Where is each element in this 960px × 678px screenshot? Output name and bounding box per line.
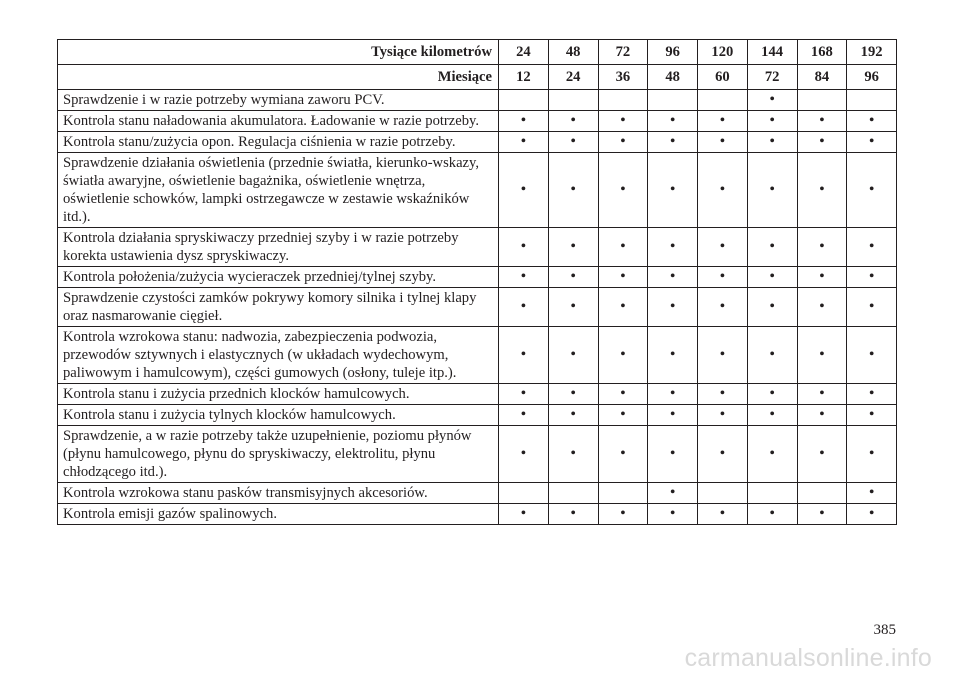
km-header-cell: 120 [698, 40, 748, 65]
task-description: Kontrola emisji gazów spalinowych. [58, 504, 499, 525]
service-bullet: • [847, 426, 897, 483]
service-bullet: • [598, 504, 648, 525]
km-header-cell: 192 [847, 40, 897, 65]
service-bullet: • [648, 405, 698, 426]
watermark-text: carmanualsonline.info [684, 644, 932, 672]
service-bullet: • [648, 384, 698, 405]
task-description: Kontrola wzrokowa stanu pasków transmisyjnych akcesoriów. [58, 483, 499, 504]
service-bullet: • [847, 228, 897, 267]
service-bullet: • [648, 267, 698, 288]
table-row [58, 111, 897, 132]
task-description: Kontrola stanu i zużycia tylnych klocków hamulcowych. [58, 405, 499, 426]
service-bullet: • [598, 132, 648, 153]
task-description: Sprawdzenie, a w razie potrzeby także uzupełnienie, poziomu płynów (płynu hamulcowego, płynu do spryskiwaczy, elektrolitu, płynu chłodzącego itd.). [58, 426, 499, 483]
service-bullet: • [499, 111, 549, 132]
service-bullet: • [598, 153, 648, 228]
service-bullet: • [548, 327, 598, 384]
task-description: Sprawdzenie czystości zamków pokrywy komory silnika i tylnej klapy oraz nasmarowanie cięgieł. [58, 288, 499, 327]
service-bullet: • [548, 132, 598, 153]
service-bullet: • [598, 405, 648, 426]
months-header-cell: 84 [797, 65, 847, 90]
service-bullet: • [499, 153, 549, 228]
service-bullet: • [797, 132, 847, 153]
service-bullet: • [747, 111, 797, 132]
service-bullet: • [797, 504, 847, 525]
table-row [58, 483, 897, 504]
service-bullet: • [648, 111, 698, 132]
km-header-cell: 168 [797, 40, 847, 65]
service-bullet: • [499, 426, 549, 483]
service-bullet: • [847, 384, 897, 405]
service-bullet: • [747, 327, 797, 384]
service-bullet: • [548, 504, 598, 525]
service-bullet: • [747, 153, 797, 228]
empty-cell [698, 483, 748, 504]
service-bullet: • [499, 228, 549, 267]
km-header-cell: 48 [548, 40, 598, 65]
service-bullet: • [747, 132, 797, 153]
table-row [58, 153, 897, 228]
service-bullet: • [598, 426, 648, 483]
service-bullet: • [698, 327, 748, 384]
service-bullet: • [797, 267, 847, 288]
empty-cell [598, 90, 648, 111]
service-bullet: • [698, 111, 748, 132]
service-bullet: • [548, 267, 598, 288]
empty-cell [747, 483, 797, 504]
empty-cell [548, 90, 598, 111]
service-bullet: • [797, 426, 847, 483]
service-bullet: • [698, 132, 748, 153]
service-bullet: • [648, 132, 698, 153]
service-bullet: • [797, 228, 847, 267]
task-description: Kontrola działania spryskiwaczy przedniej szyby i w razie potrzeby korekta ustawienia dysz spryskiwaczy. [58, 228, 499, 267]
months-header-cell: 96 [847, 65, 897, 90]
header-row-months [58, 65, 897, 90]
service-bullet: • [747, 426, 797, 483]
service-bullet: • [747, 90, 797, 111]
task-description: Sprawdzenie i w razie potrzeby wymiana zaworu PCV. [58, 90, 499, 111]
km-header-label: Tysiące kilometrów [58, 40, 499, 65]
months-header-cell: 72 [747, 65, 797, 90]
empty-cell [499, 90, 549, 111]
months-header-cell: 24 [548, 65, 598, 90]
service-bullet: • [797, 384, 847, 405]
service-bullet: • [648, 483, 698, 504]
task-description: Kontrola stanu naładowania akumulatora. Ładowanie w razie potrzeby. [58, 111, 499, 132]
service-bullet: • [698, 153, 748, 228]
service-bullet: • [698, 288, 748, 327]
service-bullet: • [598, 267, 648, 288]
task-description: Kontrola położenia/zużycia wycieraczek przedniej/tylnej szyby. [58, 267, 499, 288]
task-description: Sprawdzenie działania oświetlenia (przednie światła, kierunko-wskazy, światła awaryjne, oświetlenie bagażnika, oświetlenie wnętrza, oświetlenie schowków, lampki ostrzegawcze w zestawie wskaźników itd.). [58, 153, 499, 228]
service-bullet: • [797, 327, 847, 384]
service-bullet: • [598, 288, 648, 327]
service-bullet: • [499, 267, 549, 288]
service-bullet: • [648, 228, 698, 267]
empty-cell [847, 90, 897, 111]
service-bullet: • [548, 288, 598, 327]
service-bullet: • [548, 111, 598, 132]
table-row [58, 405, 897, 426]
task-description: Kontrola stanu/zużycia opon. Regulacja ciśnienia w razie potrzeby. [58, 132, 499, 153]
service-bullet: • [847, 405, 897, 426]
empty-cell [598, 483, 648, 504]
empty-cell [499, 483, 549, 504]
page-number: 385 [873, 622, 896, 638]
service-bullet: • [698, 228, 748, 267]
table-row [58, 384, 897, 405]
months-header-cell: 36 [598, 65, 648, 90]
service-bullet: • [648, 327, 698, 384]
table-row [58, 132, 897, 153]
table-row [58, 504, 897, 525]
service-bullet: • [548, 228, 598, 267]
months-header-cell: 60 [698, 65, 748, 90]
service-bullet: • [847, 267, 897, 288]
km-header-cell: 24 [499, 40, 549, 65]
empty-cell [648, 90, 698, 111]
maintenance-schedule-table [57, 39, 897, 525]
service-bullet: • [598, 327, 648, 384]
service-bullet: • [548, 384, 598, 405]
service-bullet: • [698, 384, 748, 405]
km-header-cell: 144 [747, 40, 797, 65]
service-bullet: • [797, 153, 847, 228]
empty-cell [797, 483, 847, 504]
km-header-cell: 96 [648, 40, 698, 65]
service-bullet: • [499, 405, 549, 426]
service-bullet: • [847, 132, 897, 153]
service-bullet: • [797, 288, 847, 327]
service-bullet: • [648, 288, 698, 327]
service-bullet: • [598, 384, 648, 405]
service-bullet: • [698, 405, 748, 426]
service-bullet: • [847, 111, 897, 132]
service-bullet: • [747, 504, 797, 525]
service-bullet: • [747, 228, 797, 267]
service-bullet: • [797, 405, 847, 426]
service-bullet: • [747, 384, 797, 405]
service-bullet: • [548, 153, 598, 228]
table-row [58, 327, 897, 384]
service-bullet: • [499, 327, 549, 384]
service-bullet: • [499, 132, 549, 153]
empty-cell [797, 90, 847, 111]
service-bullet: • [847, 483, 897, 504]
service-bullet: • [598, 228, 648, 267]
service-bullet: • [747, 267, 797, 288]
task-description: Kontrola wzrokowa stanu: nadwozia, zabezpieczenia podwozia, przewodów sztywnych i elastycznych (w układach wydechowym, paliwowym i hamulcowym), części gumowych (osłony, tuleje itp.). [58, 327, 499, 384]
service-bullet: • [847, 504, 897, 525]
service-bullet: • [698, 504, 748, 525]
service-bullet: • [847, 153, 897, 228]
service-bullet: • [747, 288, 797, 327]
schedule-body [58, 90, 897, 525]
empty-cell [698, 90, 748, 111]
service-bullet: • [648, 504, 698, 525]
service-bullet: • [499, 384, 549, 405]
service-bullet: • [648, 426, 698, 483]
table-row [58, 90, 897, 111]
service-bullet: • [598, 111, 648, 132]
service-bullet: • [548, 405, 598, 426]
service-bullet: • [698, 426, 748, 483]
months-header-cell: 48 [648, 65, 698, 90]
service-bullet: • [747, 405, 797, 426]
service-bullet: • [847, 288, 897, 327]
service-bullet: • [499, 504, 549, 525]
km-header-cell: 72 [598, 40, 648, 65]
empty-cell [548, 483, 598, 504]
table-row [58, 426, 897, 483]
months-header-label: Miesiące [58, 65, 499, 90]
service-bullet: • [797, 111, 847, 132]
months-header-cell: 12 [499, 65, 549, 90]
service-bullet: • [499, 288, 549, 327]
header-row-km [58, 40, 897, 65]
service-bullet: • [698, 267, 748, 288]
service-bullet: • [847, 327, 897, 384]
table-row [58, 228, 897, 267]
task-description: Kontrola stanu i zużycia przednich klocków hamulcowych. [58, 384, 499, 405]
table-row [58, 267, 897, 288]
table-row [58, 288, 897, 327]
service-bullet: • [548, 426, 598, 483]
service-bullet: • [648, 153, 698, 228]
